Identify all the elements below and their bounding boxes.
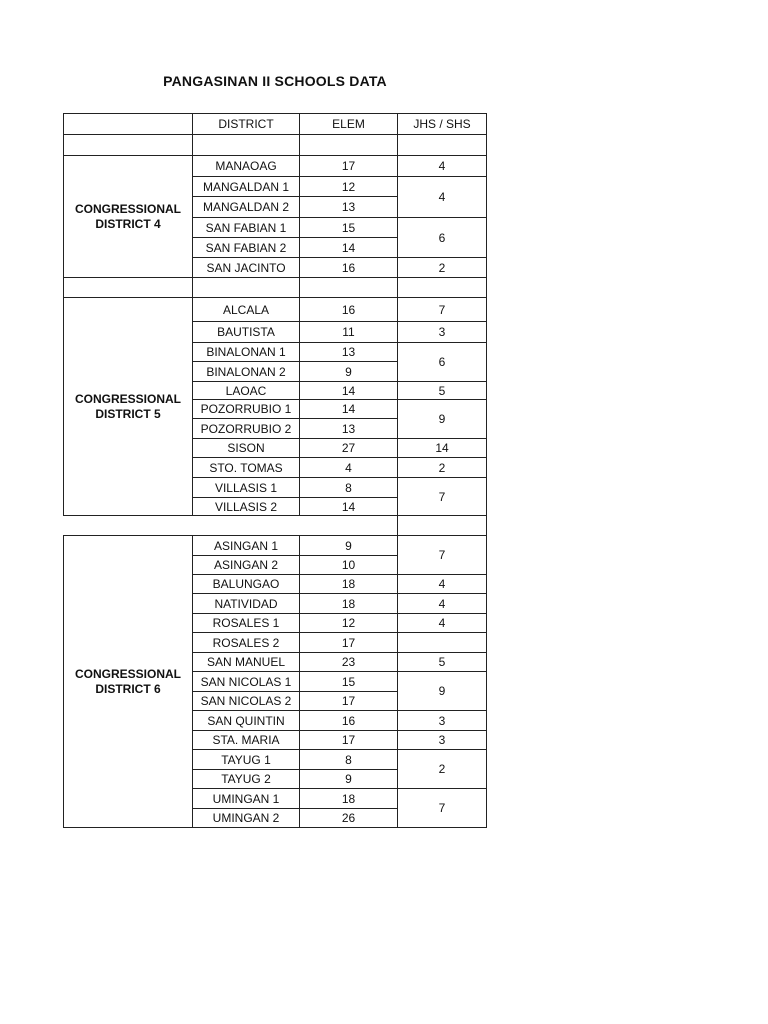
- jhs-shs-count: [398, 633, 487, 653]
- district-name: ASINGAN 2: [193, 556, 300, 575]
- jhs-shs-count: 9: [398, 672, 487, 711]
- elem-count: 11: [300, 322, 398, 343]
- spacer-cell: [398, 516, 487, 536]
- district-name: SISON: [193, 439, 300, 458]
- spacer-cell: [398, 278, 487, 298]
- district-name: STO. TOMAS: [193, 458, 300, 478]
- table-row: [64, 156, 487, 177]
- jhs-shs-count: 4: [398, 594, 487, 614]
- jhs-shs-count: 4: [398, 177, 487, 218]
- header-district: DISTRICT: [193, 114, 300, 135]
- jhs-shs-count: 7: [398, 536, 487, 575]
- elem-count: 8: [300, 750, 398, 770]
- district-name: UMINGAN 2: [193, 809, 300, 828]
- elem-count: 15: [300, 672, 398, 692]
- district-name: BALUNGAO: [193, 575, 300, 594]
- elem-count: 14: [300, 400, 398, 419]
- elem-count: 16: [300, 711, 398, 731]
- elem-count: 12: [300, 177, 398, 197]
- congressional-district-label: CONGRESSIONAL DISTRICT 5: [64, 298, 193, 516]
- congressional-district-label: CONGRESSIONAL DISTRICT 4: [64, 156, 193, 278]
- spacer-row: [64, 278, 487, 298]
- header-row: [64, 114, 487, 135]
- spacer-cell: [193, 135, 300, 156]
- elem-count: 27: [300, 439, 398, 458]
- jhs-shs-count: 5: [398, 653, 487, 672]
- elem-count: 14: [300, 238, 398, 258]
- district-name: ROSALES 2: [193, 633, 300, 653]
- jhs-shs-count: 3: [398, 711, 487, 731]
- elem-count: 13: [300, 343, 398, 362]
- district-name: BINALONAN 2: [193, 362, 300, 382]
- page-title: PANGASINAN II SCHOOLS DATA: [163, 73, 387, 89]
- district-name: SAN NICOLAS 2: [193, 692, 300, 711]
- jhs-shs-count: 3: [398, 322, 487, 343]
- elem-count: 16: [300, 258, 398, 278]
- jhs-shs-count: 3: [398, 731, 487, 750]
- elem-count: 18: [300, 789, 398, 809]
- district-name: SAN FABIAN 1: [193, 218, 300, 238]
- spacer-row: [64, 516, 487, 536]
- elem-count: 16: [300, 298, 398, 322]
- district-name: SAN JACINTO: [193, 258, 300, 278]
- elem-count: 18: [300, 594, 398, 614]
- schools-data-table: [63, 113, 487, 828]
- jhs-shs-count: 14: [398, 439, 487, 458]
- header-jhs-shs: JHS / SHS: [398, 114, 487, 135]
- elem-count: 14: [300, 382, 398, 400]
- congressional-district-label: CONGRESSIONAL DISTRICT 6: [64, 536, 193, 828]
- district-name: SAN NICOLAS 1: [193, 672, 300, 692]
- spacer-cell: [300, 516, 398, 536]
- elem-count: 4: [300, 458, 398, 478]
- spacer-cell: [398, 135, 487, 156]
- elem-count: 23: [300, 653, 398, 672]
- jhs-shs-count: 4: [398, 575, 487, 594]
- elem-count: 13: [300, 419, 398, 439]
- district-name: TAYUG 2: [193, 770, 300, 789]
- elem-count: 9: [300, 770, 398, 789]
- district-name: NATIVIDAD: [193, 594, 300, 614]
- elem-count: 17: [300, 731, 398, 750]
- spacer-cell: [300, 135, 398, 156]
- jhs-shs-count: 7: [398, 789, 487, 828]
- district-name: ROSALES 1: [193, 614, 300, 633]
- district-name: UMINGAN 1: [193, 789, 300, 809]
- spacer-cell: [64, 135, 193, 156]
- district-name: MANAOAG: [193, 156, 300, 177]
- district-name: STA. MARIA: [193, 731, 300, 750]
- elem-count: 9: [300, 362, 398, 382]
- elem-count: 17: [300, 156, 398, 177]
- elem-count: 10: [300, 556, 398, 575]
- jhs-shs-count: 2: [398, 258, 487, 278]
- elem-count: 18: [300, 575, 398, 594]
- table-row: [64, 536, 487, 556]
- elem-count: 12: [300, 614, 398, 633]
- district-name: SAN QUINTIN: [193, 711, 300, 731]
- table-row: [64, 298, 487, 322]
- district-name: POZORRUBIO 2: [193, 419, 300, 439]
- district-name: BINALONAN 1: [193, 343, 300, 362]
- spacer-cell: [193, 516, 300, 536]
- jhs-shs-count: 2: [398, 750, 487, 789]
- district-name: POZORRUBIO 1: [193, 400, 300, 419]
- spacer-row: [64, 135, 487, 156]
- district-name: TAYUG 1: [193, 750, 300, 770]
- district-name: ALCALA: [193, 298, 300, 322]
- jhs-shs-count: 6: [398, 343, 487, 382]
- elem-count: 26: [300, 809, 398, 828]
- elem-count: 17: [300, 692, 398, 711]
- district-name: BAUTISTA: [193, 322, 300, 343]
- elem-count: 15: [300, 218, 398, 238]
- jhs-shs-count: 4: [398, 614, 487, 633]
- district-name: LAOAC: [193, 382, 300, 400]
- jhs-shs-count: 7: [398, 298, 487, 322]
- spacer-cell: [64, 278, 193, 298]
- district-name: MANGALDAN 2: [193, 197, 300, 218]
- jhs-shs-count: 2: [398, 458, 487, 478]
- district-name: VILLASIS 2: [193, 498, 300, 516]
- district-name: SAN FABIAN 2: [193, 238, 300, 258]
- district-name: VILLASIS 1: [193, 478, 300, 498]
- spacer-cell: [64, 516, 193, 536]
- elem-count: 9: [300, 536, 398, 556]
- header-elem: ELEM: [300, 114, 398, 135]
- district-name: SAN MANUEL: [193, 653, 300, 672]
- district-name: ASINGAN 1: [193, 536, 300, 556]
- spacer-cell: [300, 278, 398, 298]
- jhs-shs-count: 4: [398, 156, 487, 177]
- jhs-shs-count: 6: [398, 218, 487, 258]
- jhs-shs-count: 7: [398, 478, 487, 516]
- district-name: MANGALDAN 1: [193, 177, 300, 197]
- spacer-cell: [193, 278, 300, 298]
- jhs-shs-count: 9: [398, 400, 487, 439]
- elem-count: 17: [300, 633, 398, 653]
- jhs-shs-count: 5: [398, 382, 487, 400]
- elem-count: 14: [300, 498, 398, 516]
- elem-count: 8: [300, 478, 398, 498]
- elem-count: 13: [300, 197, 398, 218]
- header-blank-cell: [64, 114, 193, 135]
